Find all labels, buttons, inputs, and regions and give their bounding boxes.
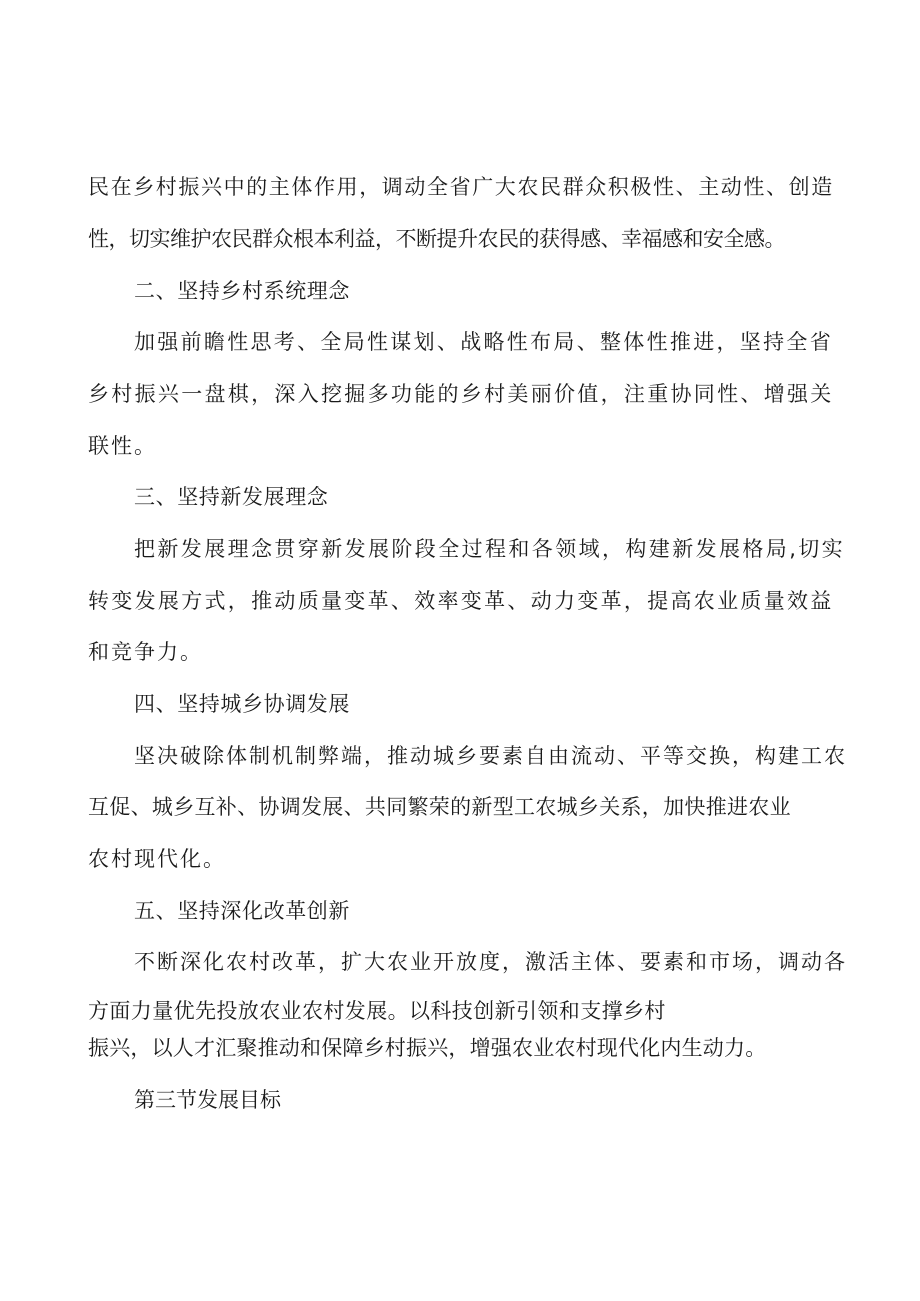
- body-line-6: 把新发展理念贯穿新发展阶段全过程和各领域，构建新发展格局,切实: [134, 537, 846, 561]
- body-line-4: 乡村振兴一盘棋，深入挖掘多功能的乡村美丽价值，注重协同性、增强关: [88, 382, 834, 406]
- heading-two: 二、坚持乡村系统理念: [134, 279, 350, 303]
- body-line-10: 互促、城乡互补、协调发展、共同繁荣的新型工农城乡关系，加快推进农业: [88, 795, 791, 819]
- body-line-12: 不断深化农村改革，扩大农业开放度，激活主体、要素和市场，调动各: [134, 950, 847, 974]
- body-line-9: 坚决破除体制机制弊端，推动城乡要素自由流动、平等交换，构建工农: [134, 744, 847, 768]
- body-line-14: 振兴，以人才汇聚推动和保障乡村振兴，增强农业农村现代化内生动力。: [88, 1036, 767, 1060]
- body-line-13: 方面力量优先投放农业农村发展。以科技创新引领和支撑乡村: [88, 999, 666, 1023]
- body-line-1: 民在乡村振兴中的主体作用，调动全省广大农民群众积极性、主动性、创造: [88, 175, 834, 199]
- heading-three: 三、坚持新发展理念: [134, 485, 329, 509]
- body-line-2: 性，切实维护农民群众根本利益，不断提升农民的获得感、幸福感和安全感。: [88, 227, 785, 251]
- body-line-7: 转变发展方式，推动质量变革、效率变革、动力变革，提高农业质量效益: [88, 589, 834, 613]
- heading-five: 五、坚持深化改革创新: [134, 899, 350, 923]
- body-line-8: 和竞争力。: [88, 640, 203, 664]
- body-line-5: 联性。: [88, 434, 157, 458]
- body-line-3: 加强前瞻性思考、全局性谋划、战略性布局、整体性推进，坚持全省: [134, 330, 833, 354]
- section-heading: 第三节发展目标: [134, 1088, 281, 1112]
- body-line-11: 农村现代化。: [88, 847, 226, 871]
- heading-four: 四、坚持城乡协调发展: [134, 692, 350, 716]
